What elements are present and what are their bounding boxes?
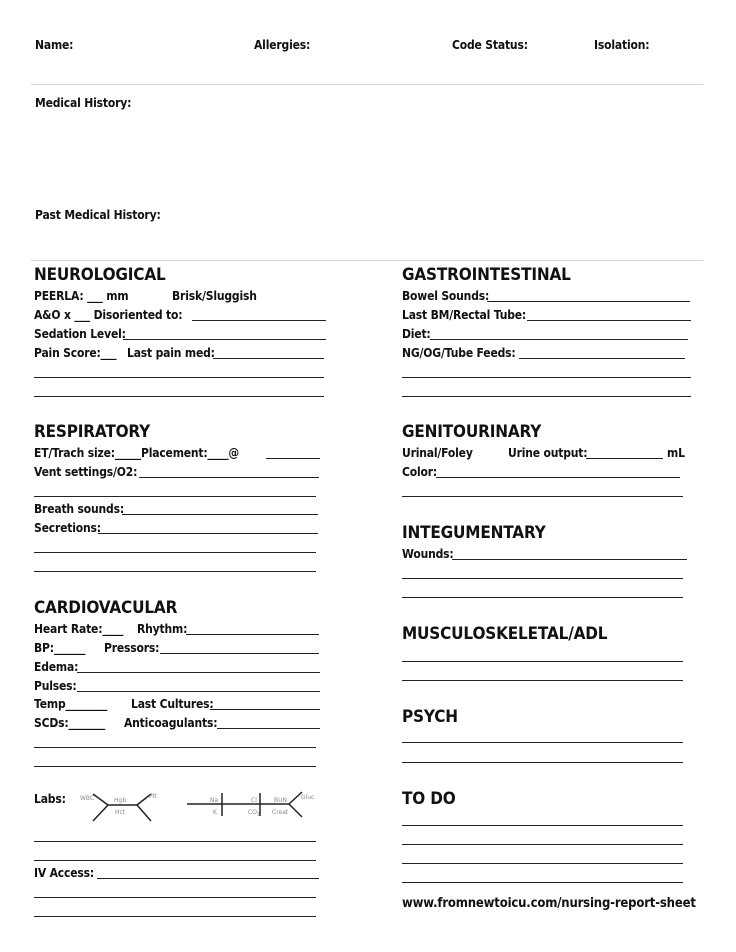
labs-blank-line bbox=[34, 860, 316, 861]
todo-blank-line bbox=[402, 844, 683, 845]
diet-line bbox=[430, 339, 688, 340]
cardio-blank-line bbox=[34, 766, 316, 767]
iv-access-label: IV Access: bbox=[34, 866, 95, 880]
gastrointestinal-heading: GASTROINTESTINAL bbox=[402, 265, 571, 285]
iv-blank-line bbox=[34, 897, 316, 898]
resp-blank-line bbox=[34, 552, 316, 553]
pain-score-label: Pain Score:___ bbox=[34, 346, 117, 360]
vent-line bbox=[139, 477, 319, 478]
edema-line bbox=[77, 672, 320, 673]
bowel-sounds-line bbox=[487, 301, 690, 302]
pulses-label: Pulses: bbox=[34, 679, 77, 693]
color-line bbox=[436, 477, 680, 478]
breath-sounds-line bbox=[122, 514, 318, 515]
resp-blank-line bbox=[34, 496, 316, 497]
past-medical-history-label: Past Medical History: bbox=[35, 208, 161, 222]
iv-access-line bbox=[97, 878, 319, 879]
hct-label: Hct bbox=[115, 809, 126, 816]
bowel-sounds-label: Bowel Sounds: bbox=[402, 289, 490, 303]
et-trach-line bbox=[266, 458, 320, 459]
co2-label: $CO_2$ bbox=[248, 809, 260, 817]
ao-disoriented-label: A&O x ___ Disoriented to: bbox=[34, 308, 183, 322]
pressors-label: Pressors: bbox=[104, 641, 160, 655]
history-separator bbox=[31, 260, 703, 261]
sedation-line bbox=[123, 339, 326, 340]
urine-output-line bbox=[586, 458, 663, 459]
todo-blank-line bbox=[402, 863, 683, 864]
cl-label: Cl bbox=[251, 797, 257, 804]
allergies-label: Allergies: bbox=[254, 38, 311, 52]
medical-history-label: Medical History: bbox=[35, 96, 132, 110]
na-label: Na bbox=[210, 797, 219, 804]
gu-blank-line bbox=[402, 496, 683, 497]
header-separator bbox=[31, 84, 703, 85]
musculo-blank-line bbox=[402, 680, 683, 681]
temp-label: Temp________ bbox=[34, 697, 108, 711]
tube-feeds-line bbox=[519, 358, 685, 359]
musculo-blank-line bbox=[402, 661, 683, 662]
neuro-blank-line bbox=[34, 377, 324, 378]
wounds-label: Wounds: bbox=[402, 547, 454, 561]
heart-rate-label: Heart Rate:____ bbox=[34, 622, 124, 636]
ml-unit-label: mL bbox=[667, 446, 685, 460]
bmp-fishbone-diagram bbox=[185, 784, 320, 826]
pressors-line bbox=[160, 653, 319, 654]
psych-blank-line bbox=[402, 762, 683, 763]
last-bm-label: Last BM/Rectal Tube: bbox=[402, 308, 527, 322]
rhythm-label: Rhythm: bbox=[137, 622, 188, 636]
anticoag-line bbox=[217, 728, 320, 729]
urinal-foley-label: Urinal/Foley bbox=[402, 446, 473, 460]
integ-blank-line bbox=[402, 578, 683, 579]
secretions-line bbox=[98, 533, 318, 534]
name-label: Name: bbox=[35, 38, 74, 52]
iv-blank-line bbox=[34, 916, 316, 917]
to-do-heading: TO DO bbox=[402, 789, 456, 809]
bun-label: BUN bbox=[274, 797, 287, 804]
musculoskeletal-adl-heading: MUSCULOSKELETAL/ADL bbox=[402, 624, 608, 644]
peerla-label: PEERLA: ___ mm bbox=[34, 289, 129, 303]
genitourinary-heading: GENITOURINARY bbox=[402, 422, 542, 442]
secretions-label: Secretions: bbox=[34, 521, 101, 535]
disoriented-line bbox=[192, 320, 326, 321]
psych-blank-line bbox=[402, 742, 683, 743]
last-pain-med-label: Last pain med: bbox=[127, 346, 215, 360]
source-url: www.fromnewtoicu.com/nursing-report-sheet bbox=[402, 896, 696, 911]
cardio-blank-line bbox=[34, 747, 316, 748]
pain-med-line bbox=[213, 358, 324, 359]
edema-label: Edema: bbox=[34, 660, 79, 674]
isolation-label: Isolation: bbox=[594, 38, 650, 52]
bp-label: BP:______ bbox=[34, 641, 86, 655]
cardiovascular-heading: CARDIOVACULAR bbox=[34, 598, 178, 618]
plt-label: Plt bbox=[149, 793, 157, 800]
psych-heading: PSYCH bbox=[402, 707, 458, 727]
vent-settings-label: Vent settings/O2: bbox=[34, 465, 138, 479]
breath-sounds-label: Breath sounds: bbox=[34, 502, 124, 516]
gi-blank-line bbox=[402, 377, 691, 378]
neuro-blank-line bbox=[34, 396, 324, 397]
resp-blank-line bbox=[34, 571, 316, 572]
urine-output-label: Urine output: bbox=[508, 446, 588, 460]
wounds-line bbox=[452, 559, 687, 560]
gluc-label: Gluc bbox=[301, 794, 315, 801]
cultures-line bbox=[210, 709, 320, 710]
k-label: K bbox=[213, 809, 217, 816]
last-cultures-label: Last Cultures: bbox=[131, 697, 214, 711]
creat-label: Creat bbox=[272, 809, 289, 816]
brisk-sluggish-label: Brisk/Sluggish bbox=[172, 289, 257, 303]
integumentary-heading: INTEGUMENTARY bbox=[402, 523, 546, 543]
sedation-level-label: Sedation Level: bbox=[34, 327, 126, 341]
labs-label: Labs: bbox=[34, 792, 66, 806]
todo-blank-line bbox=[402, 825, 683, 826]
integ-blank-line bbox=[402, 597, 683, 598]
pulses-line bbox=[77, 691, 320, 692]
ng-og-tube-feeds-label: NG/OG/Tube Feeds: bbox=[402, 346, 516, 360]
code-status-label: Code Status: bbox=[452, 38, 528, 52]
color-label: Color: bbox=[402, 465, 438, 479]
rhythm-line bbox=[186, 634, 319, 635]
anticoagulants-label: Anticoagulants: bbox=[124, 716, 218, 730]
labs-blank-line bbox=[34, 841, 316, 842]
hgb-label: Hgb bbox=[114, 797, 127, 804]
gi-blank-line bbox=[402, 396, 691, 397]
cbc-fishbone-diagram bbox=[75, 786, 165, 824]
et-trach-label: ET/Trach size:_____Placement:____@ bbox=[34, 446, 240, 460]
todo-blank-line bbox=[402, 882, 683, 883]
diet-label: Diet: bbox=[402, 327, 431, 341]
scds-label: SCDs:_______ bbox=[34, 716, 106, 730]
neurological-heading: NEUROLOGICAL bbox=[34, 265, 166, 285]
last-bm-line bbox=[527, 320, 691, 321]
respiratory-heading: RESPIRATORY bbox=[34, 422, 151, 442]
wbc-label: WBC bbox=[80, 795, 95, 802]
